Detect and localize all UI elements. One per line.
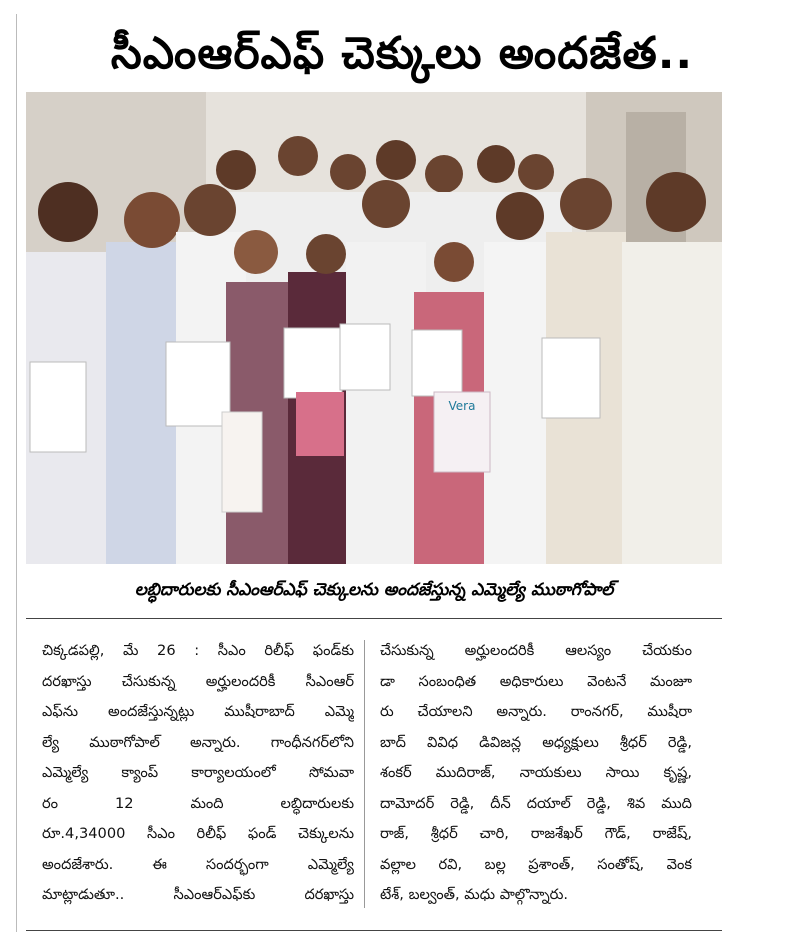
photo-caption: లబ్ధిదారులకు సీఎంఆర్‌ఎఫ్‌ చెక్కులను అందజేస్తున్న ఎమ్మెల్యే ముఠాగోపాల్‌ xyxy=(134,580,614,600)
article-column-left xyxy=(42,636,354,911)
article-line: రాజ్‌, శ్రీధర్‌ చారి, రాజశేఖర్‌ గౌడ్‌, రాజేష్‌, xyxy=(380,825,692,842)
article-column-right xyxy=(380,636,692,911)
group-photo-illustration xyxy=(26,92,722,564)
column-divider xyxy=(364,640,365,908)
article-line: ఎమ్మెల్యే క్యాంప్‌ కార్యాలయంలో సోమవా xyxy=(42,764,354,781)
article-line: అందజేశారు. ఈ సందర్భంగా ఎమ్మెల్యే xyxy=(42,855,354,873)
article-line: దరఖాస్తు చేసుకున్న అర్హులందరికీ సీఎంఆర్‌ xyxy=(42,672,354,690)
article-line: వల్లాల రవి, బల్ల ప్రశాంత్‌, సంతోష్‌, వెంక xyxy=(380,855,692,873)
article-line: టేశ్‌, బల్వంత్‌, మధు పాల్గొన్నారు. xyxy=(380,886,569,903)
article-line: చిక్కడపల్లి, మే 26 : సీఎం రిలీఫ్‌ ఫండ్‌కు xyxy=(42,642,354,659)
article-line: మాట్లాడుతూ.. సీఎంఆర్‌ఎఫ్‌కు దరఖాస్తు xyxy=(42,886,354,903)
article-line: రూ.4,34000 సీఎం రిలీఫ్‌ ఫండ్‌ చెక్కులను xyxy=(42,825,354,842)
article-line: ల్యే ముఠాగోపాల్‌ అన్నారు. గాంధీనగర్‌లోని xyxy=(42,733,354,751)
article-line: రు చేయాలని అన్నారు. రాంనగర్‌, ముషీరా xyxy=(380,703,692,720)
article-line: బాద్‌ వివిధ డివిజన్ల అధ్యక్షులు శ్రీధర్‌ రెడ్డి, xyxy=(380,733,692,751)
bag-brand-text: Vera xyxy=(448,399,476,413)
article-line: డా సంబంధిత అధికారులు వెంటనే మంజూ xyxy=(380,672,692,690)
news-photo xyxy=(26,92,722,564)
article-line: చేసుకున్న అర్హులందరికీ ఆలస్యం చేయకుం xyxy=(380,642,692,659)
caption-rule xyxy=(26,618,722,619)
article-line: రం 12 మంది లబ్ధిదారులకు xyxy=(42,794,354,812)
article-line: ఎఫ్‌ను అందజేస్తున్నట్లు ముషీరాబాద్‌ ఎమ్మె xyxy=(42,703,354,720)
headline: సీఎంఆర్‌ఎఫ్‌ చెక్కులు అందజేత.. xyxy=(110,28,694,79)
article-line: దామోదర్‌ రెడ్డి, దీన్‌ దయాల్‌ రెడ్డి, శివ ముది xyxy=(380,794,692,812)
bottom-rule xyxy=(26,930,722,931)
article-line: శంకర్‌ ముదిరాజ్‌, నాయకులు సాయి కృష్ణ, xyxy=(380,764,692,781)
